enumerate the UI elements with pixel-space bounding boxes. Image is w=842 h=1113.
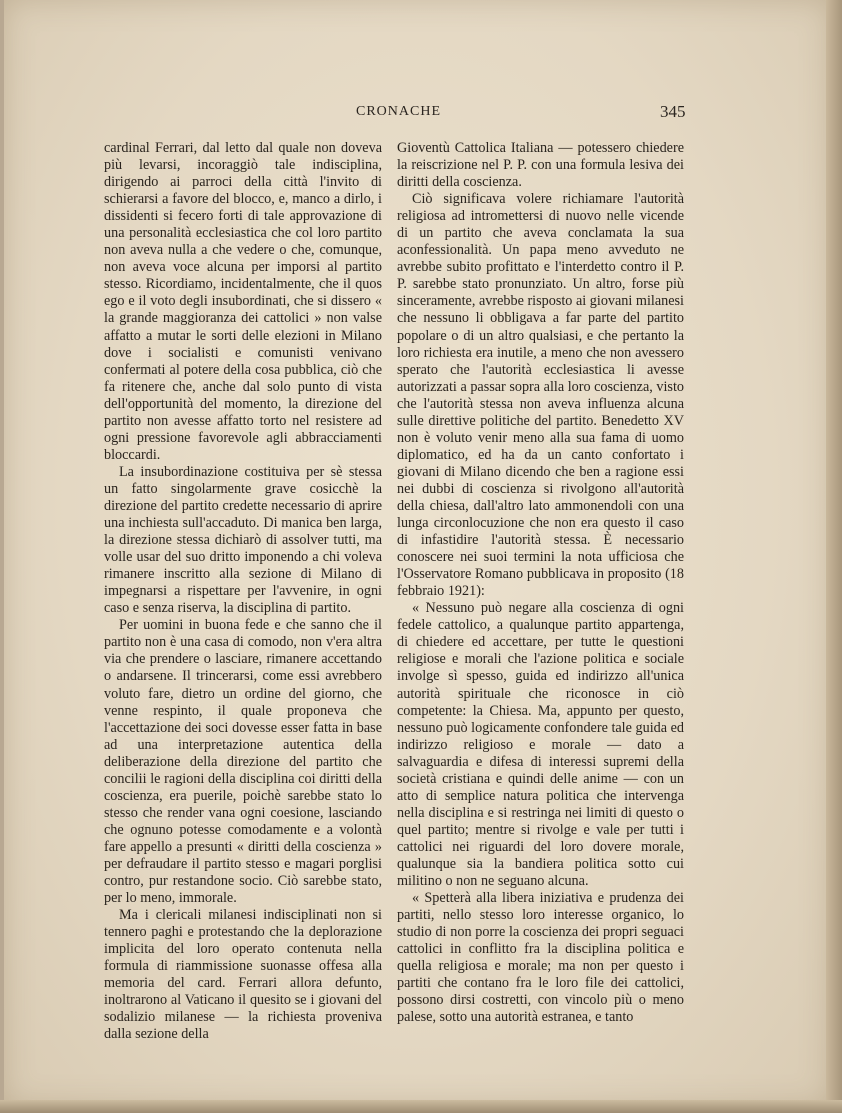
page-number: 345	[660, 102, 686, 121]
page-edge-bottom	[0, 1100, 842, 1113]
paragraph: Ciò significava volere richiamare l'autorità religiosa ad intromettersi di nuovo nelle vicende di un partito che aveva conclamata la sua aconfessionalità. Un papa meno avveduto ne avrebbe subito profittato e l'interdetto contro il P. P. sarebbe stato pronunziato. Un altro, forse più sinceramente, avrebbe risposto ai giovani milanesi che nessuno li obbligava a far parte del partito popolare o di un altro qualsiasi, e che pertanto la loro richiesta era inutile, a meno che non avessero sperato che l'autorità ecclesiastica li avesse autorizzati a passar sopra alla loro coscienza, visto che l'autorità stessa non aveva influenza alcuna sulle direttive politiche del partito. Benedetto XV non è voluto venir meno alla sua fama di uomo diplomatico, ed ha da un canto confortato i giovani di Milano dicendo che ben a ragione essi nei dubbi di coscienza si rivolgono all'autorità della chiesa, dall'altro lato ammonendoli con una lunga circonlocuzione che non era questo il caso di infastidire l'autorità stessa. È necessario conoscere nei suoi termini la nota ufficiosa che l'Osservatore Romano pubblicava in proposito (18 febbraio 1921):	[397, 191, 684, 600]
page-edge-right	[826, 0, 842, 1113]
running-header: CRONACHE	[356, 104, 442, 119]
paragraph: Ma i clericali milanesi indisciplinati non si tennero paghi e protestando che la deplorazione implicita del loro operato contenuta nella formula di riammissione suonasse offesa alla memoria del card. Ferrari allora defunto, inoltrarono al Vaticano il quesito se i giovani del sodalizio milanese — la richiesta proveniva dalla sezione della	[104, 907, 382, 1043]
paragraph: La insubordinazione costituiva per sè stessa un fatto singolarmente grave cosicchè la direzione del partito credette necessario di aprire una inchiesta sull'accaduto. Di manica ben larga, la direzione stessa dichiarò di assolver tutti, ma volle usar del suo dritto imponendo a chi voleva rimanere inscritto alla sezione di Milano di impegnarsi a rispettare per l'avvenire, in ogni caso e senza riserva, la disciplina di partito.	[104, 463, 382, 617]
right-text-column	[397, 140, 684, 1026]
quoted-paragraph: « Spetterà alla libera iniziativa e prudenza dei partiti, nello stesso loro interesse organico, lo studio di non porre la coscienza dei propri seguaci cattolici in conflitto fra la disciplina politica e quella religiosa e morale; ma non per questo i partiti che contano fra le loro file dei cattolici, possono dirsi costretti, con vincolo più o meno palese, sotto una autorità estranea, e tanto	[397, 890, 684, 1026]
paragraph: cardinal Ferrari, dal letto dal quale non doveva più levarsi, incoraggiò tale indisciplina, dirigendo ai parroci della città l'invito di schierarsi a favore del blocco, e, manco a dirlo, i dissidenti si fecero forti di tale approvazione di una personalità ecclesiastica che col loro partito non aveva nulla a che vedere o che, comunque, non aveva voce alcuna per imporsi al partito stesso. Ricordiamo, incidentalmente, che il quos ego e il voto degli insubordinati, che si dissero « la grande maggioranza dei cattolici » non valse affatto a mutar le sorti delle elezioni in Milano dove i socialisti e comunisti venivano confermati al potere della cosa pubblica, ciò che fa ritenere che, anche dal solo punto di vista dell'opportunità del momento, la direzione del partito non avesse affatto torto nel resistere ad ogni pressione favorevole agli abbracciamenti bloccardi.	[104, 140, 382, 463]
paragraph: Gioventù Cattolica Italiana — potessero chiedere la reiscrizione nel P. P. con una formula lesiva dei diritti della coscienza.	[397, 140, 684, 191]
quoted-paragraph: « Nessuno può negare alla coscienza di ogni fedele cattolico, a qualunque partito appartenga, di chiedere ed accettare, per tutte le questioni religiose e morali che l'azione politica e sociale involge sì spesso, guida ed indirizzo all'unica autorità spirituale che riconosce in ciò competente: la Chiesa. Ma, appunto per questo, nessuno può logicamente confondere tale guida ed indirizzo religioso e morale — dato a salvaguardia e difesa di interessi supremi della società cristiana e quindi delle anime — con un atto di semplice natura politica che intervenga nella disciplina e si restringa nei limiti di questo o quel partito; mentre si rivolge e vale per tutti i cattolici nei riguardi del loro dovere morale, qualunque sia la bandiera politica sotto cui militino o non ne seguano alcuna.	[397, 600, 684, 890]
paragraph: Per uomini in buona fede e che sanno che il partito non è una casa di comodo, non v'era altra via che prendere o lasciare, rimanere accettando o andarsene. Il trincerarsi, come essi avrebbero voluto fare, dietro un ordine del giorno, che venne respinto, il quale proponeva che l'accettazione dei soci dovesse esser fatta in base ad una interpretazione autentica della deliberazione della direzione del partito che concilii le ragioni della disciplina coi diritti della coscienza, era puerile, poichè sarebbe stato lo stesso che render vana ogni coesione, lasciando che ognuno potesse comodamente e a volontà fare appello a presunti « diritti della coscienza » per defraudare il partito stesso e magari porglisi contro, pur restandone socio. Ciò sarebbe stato, per lo meno, immorale.	[104, 617, 382, 907]
left-text-column	[104, 140, 382, 1043]
